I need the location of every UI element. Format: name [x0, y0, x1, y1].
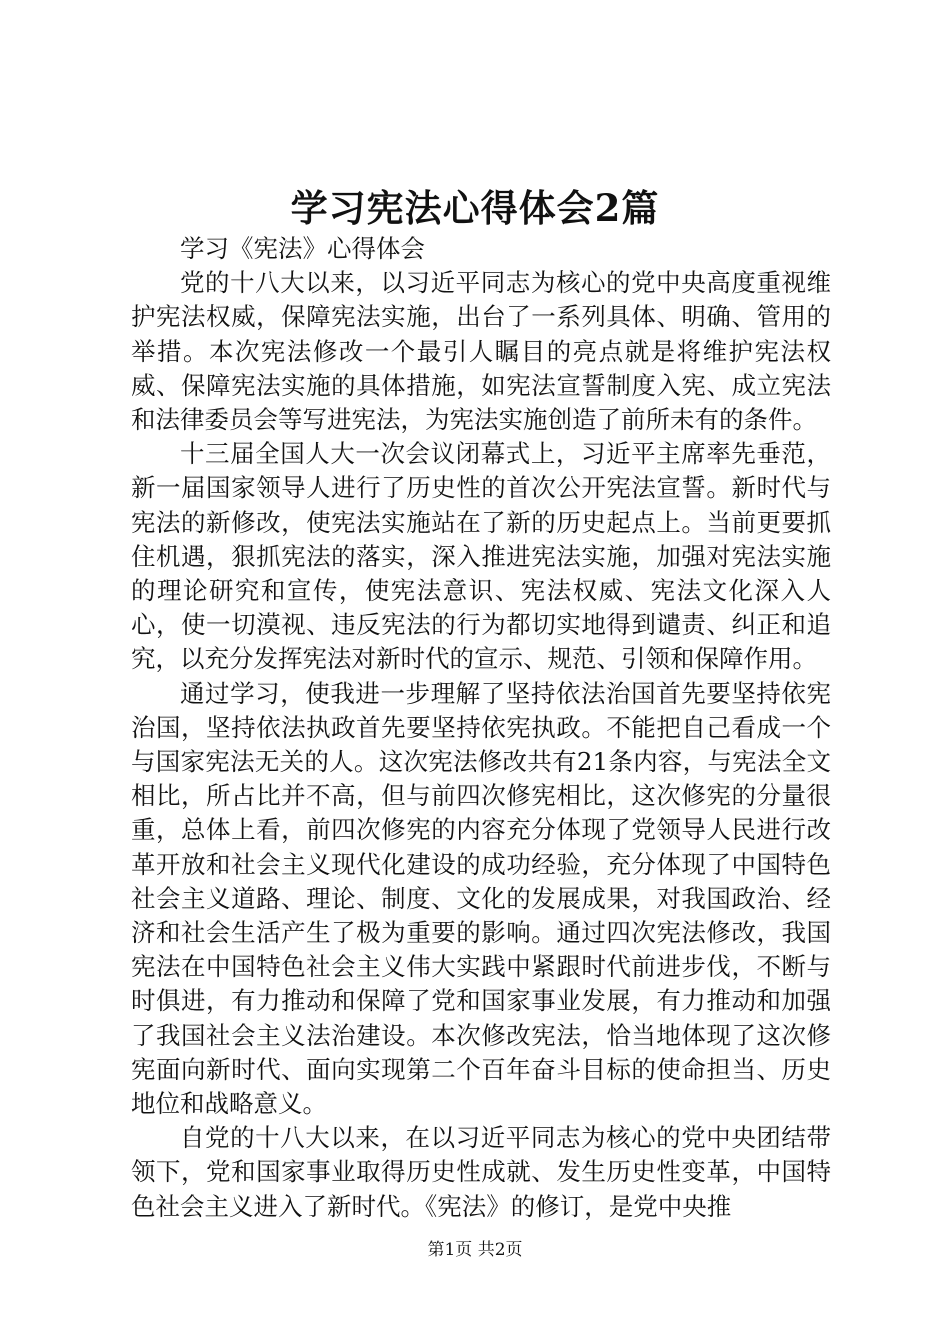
page-number: 第1页 共2页: [427, 1240, 523, 1260]
paragraph: 十三届全国人大一次会议闭幕式上，习近平主席率先垂范，新一届国家领导人进行了历史性的首次公开宪法宣誓。新时代与宪法的新修改，使宪法实施站在了新的历史起点上。当前更要抓住机遇，狠抓宪法的落实，深入推进宪法实施，加强对宪法实施的理论研究和宣传，使宪法意识、宪法权威、宪法文化深入人心，使一切漠视、违反宪法的行为都切实地得到谴责、纠正和追究，以充分发挥宪法对新时代的宣示、规范、引领和保障作用。: [131, 439, 831, 674]
document-body: [131, 232, 831, 1224]
document-subtitle: 学习《宪法》心得体会: [180, 234, 425, 263]
document-title: 学习宪法心得体会2篇: [290, 186, 660, 230]
paragraph: 通过学习，使我进一步理解了坚持依法治国首先要坚持依宪治国，坚持依法执政首先要坚持依宪执政。不能把自己看成一个与国家宪法无关的人。这次宪法修改共有21条内容，与宪法全文相比，所占比并不高，但与前四次修宪相比，这次修宪的分量很重，总体上看，前四次修宪的内容充分体现了党领导人民进行改革开放和社会主义现代化建设的成功经验，充分体现了中国特色社会主义道路、理论、制度、文化的发展成果，对我国政治、经济和社会生活产生了极为重要的影响。通过四次宪法修改，我国宪法在中国特色社会主义伟大实践中紧跟时代前进步伐，不断与时俱进，有力推动和保障了党和国家事业发展，有力推动和加强了我国社会主义法治建设。本次修改宪法，恰当地体现了这次修宪面向新时代、面向实现第二个百年奋斗目标的使命担当、历史地位和战略意义。: [131, 678, 831, 1119]
paragraph: 党的十八大以来，以习近平同志为核心的党中央高度重视维护宪法权威，保障宪法实施，出台了一系列具体、明确、管用的举措。本次宪法修改一个最引人瞩目的亮点就是将维护宪法权威、保障宪法实施的具体措施，如宪法宣誓制度入宪、成立宪法和法律委员会等写进宪法，为宪法实施创造了前所未有的条件。: [131, 268, 831, 435]
paragraph: 自党的十八大以来，在以习近平同志为核心的党中央团结带领下，党和国家事业取得历史性成就、发生历史性变革，中国特色社会主义进入了新时代。《宪法》的修订，是党中央推: [131, 1123, 831, 1221]
